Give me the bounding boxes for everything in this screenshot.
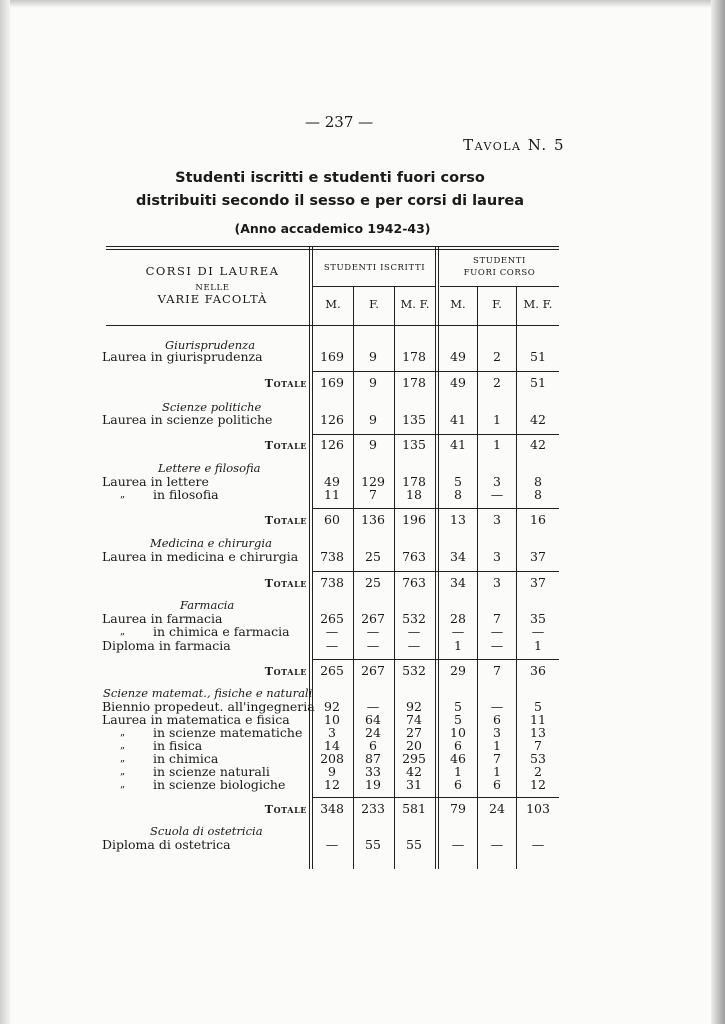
table-cell: 11 <box>530 712 546 727</box>
subheader-rule-fuori <box>440 286 559 287</box>
total-cell: 36 <box>530 663 546 678</box>
table-cell: 20 <box>406 738 422 753</box>
table-cell: 763 <box>402 549 426 564</box>
total-cell: 348 <box>320 801 344 816</box>
table-cell: 7 <box>493 751 501 766</box>
table-cell: 3 <box>493 549 501 564</box>
total-cell: 7 <box>493 663 501 678</box>
section-heading: Medicina e chirurgia <box>150 536 272 550</box>
table-cell: 5 <box>534 699 542 714</box>
table-cell: 18 <box>406 487 422 502</box>
table-cell: 5 <box>454 474 462 489</box>
table-cell: 33 <box>365 764 381 779</box>
table-cell: 1 <box>493 412 501 427</box>
table-cell: 53 <box>530 751 546 766</box>
row-label: Laurea in lettere <box>102 474 209 489</box>
table-cell: 35 <box>530 611 546 626</box>
total-cell: 267 <box>361 663 385 678</box>
table-cell: 6 <box>369 738 377 753</box>
table-cell: 6 <box>493 712 501 727</box>
table-cell: 28 <box>450 611 466 626</box>
table-cell: 9 <box>369 412 377 427</box>
total-cell: 3 <box>493 575 501 590</box>
total-cell: 532 <box>402 663 426 678</box>
table-cell: 1 <box>534 638 542 653</box>
section-heading: Lettere e filosofia <box>158 461 261 475</box>
table-cell: 1 <box>493 738 501 753</box>
table-cell: 7 <box>493 611 501 626</box>
table-cell: 8 <box>534 487 542 502</box>
table-cell: 14 <box>324 738 340 753</box>
total-cell: 738 <box>320 575 344 590</box>
total-rule-5 <box>313 659 559 660</box>
table-cell: — <box>490 487 504 502</box>
row-label: Laurea in scienze politiche <box>102 412 273 427</box>
header-corsi-line2: NELLE <box>195 283 230 293</box>
academic-year: (Anno accademico 1942-43) <box>234 221 431 236</box>
section-heading: Farmacia <box>180 598 235 612</box>
total-cell: 1 <box>493 437 501 452</box>
header-fuori-f: F. <box>492 297 502 311</box>
total-cell: 49 <box>450 375 466 390</box>
total-rule-4 <box>313 571 559 572</box>
table-cell: 87 <box>365 751 381 766</box>
table-cell: 532 <box>402 611 426 626</box>
table-cell: — <box>407 638 421 653</box>
total-cell: 9 <box>369 375 377 390</box>
col-rule-left-a <box>309 247 310 869</box>
table-cell: 42 <box>530 412 546 427</box>
table-cell: 295 <box>402 751 426 766</box>
total-label: Totale <box>264 803 307 816</box>
table-cell: — <box>490 638 504 653</box>
total-cell: 13 <box>450 512 466 527</box>
total-rule-1 <box>313 371 559 372</box>
table-cell: — <box>490 837 504 852</box>
header-corsi-line3: VARIE FACOLTÀ <box>157 292 268 306</box>
page-number: — 237 — <box>305 113 374 131</box>
total-label: Totale <box>264 577 307 590</box>
col-rule-fc-f-mf <box>516 286 517 869</box>
page-right-edge <box>711 0 725 1024</box>
table-cell: 25 <box>365 549 381 564</box>
table-cell: — <box>451 624 465 639</box>
table-cell: 74 <box>406 712 422 727</box>
table-cell: 3 <box>328 725 336 740</box>
table-cell: 10 <box>450 725 466 740</box>
table-cell: 126 <box>320 412 344 427</box>
total-label: Totale <box>264 665 307 678</box>
table-top-rule-2 <box>106 249 559 250</box>
section-heading: Giurisprudenza <box>165 338 256 352</box>
total-cell: 41 <box>450 437 466 452</box>
row-label: in chimica e farmacia <box>153 624 290 639</box>
table-cell: 42 <box>406 764 422 779</box>
table-cell: — <box>325 638 339 653</box>
header-studenti-iscritti: STUDENTI ISCRITTI <box>323 263 426 273</box>
page-title-line2: distribuiti secondo il sesso e per corsi di laurea <box>135 193 524 209</box>
table-cell: — <box>366 624 380 639</box>
total-cell: 42 <box>530 437 546 452</box>
row-label: in scienze naturali <box>153 764 270 779</box>
table-cell: 9 <box>328 764 336 779</box>
col-rule-mid-a <box>435 247 436 869</box>
total-rule-6 <box>313 797 559 798</box>
header-fuori-mf: M. F. <box>523 297 553 311</box>
table-cell: 6 <box>454 738 462 753</box>
row-label: Laurea in matematica e fisica <box>102 712 290 727</box>
table-cell: 3 <box>493 725 501 740</box>
table-cell: 19 <box>365 777 381 792</box>
total-rule-2 <box>313 434 559 435</box>
total-cell: 265 <box>320 663 344 678</box>
table-cell: 49 <box>450 349 466 364</box>
table-cell: 10 <box>324 712 340 727</box>
row-label: Laurea in farmacia <box>102 611 223 626</box>
total-cell: 51 <box>530 375 546 390</box>
table-cell: 31 <box>406 777 422 792</box>
table-cell: 7 <box>369 487 377 502</box>
total-cell: 24 <box>489 801 505 816</box>
total-rule-3 <box>313 508 559 509</box>
table-cell: 178 <box>402 349 426 364</box>
table-cell: — <box>531 624 545 639</box>
total-cell: 37 <box>530 575 546 590</box>
total-cell: 136 <box>361 512 385 527</box>
table-cell: — <box>366 699 380 714</box>
total-cell: 3 <box>493 512 501 527</box>
row-label: Biennio propedeut. all'ingegneria <box>102 699 315 714</box>
table-cell: 46 <box>450 751 466 766</box>
table-top-rule <box>106 246 559 247</box>
total-cell: 9 <box>369 437 377 452</box>
table-cell: 55 <box>365 837 381 852</box>
table-cell: 92 <box>406 699 422 714</box>
total-cell: 135 <box>402 437 426 452</box>
table-cell: 8 <box>454 487 462 502</box>
total-cell: 169 <box>320 375 344 390</box>
row-label: in scienze matematiche <box>153 725 303 740</box>
table-cell: 37 <box>530 549 546 564</box>
table-cell: 55 <box>406 837 422 852</box>
table-cell: — <box>490 624 504 639</box>
table-cell: 738 <box>320 549 344 564</box>
table-cell: 129 <box>361 474 385 489</box>
header-fuori-line1: STUDENTI <box>473 256 526 266</box>
table-cell: 7 <box>534 738 542 753</box>
table-cell: 12 <box>324 777 340 792</box>
row-label: in chimica <box>153 751 219 766</box>
table-cell: 6 <box>493 777 501 792</box>
page-left-edge <box>0 0 10 1024</box>
header-iscritti-f: F. <box>369 297 379 311</box>
total-cell: 196 <box>402 512 426 527</box>
table-cell: — <box>366 638 380 653</box>
table-cell: 92 <box>324 699 340 714</box>
table-cell: 208 <box>320 751 344 766</box>
ditto-mark: „ <box>120 489 126 500</box>
total-label: Totale <box>264 439 307 452</box>
table-cell: — <box>451 837 465 852</box>
header-corsi-line1: CORSI DI LAUREA <box>145 264 280 278</box>
table-cell: — <box>490 699 504 714</box>
total-cell: 2 <box>493 375 501 390</box>
table-cell: 1 <box>493 764 501 779</box>
table-cell: 49 <box>324 474 340 489</box>
table-cell: 2 <box>534 764 542 779</box>
table-cell: 34 <box>450 549 466 564</box>
row-label: Diploma di ostetrica <box>102 837 231 852</box>
ditto-mark: „ <box>120 727 126 738</box>
total-label: Totale <box>264 377 307 390</box>
total-cell: 581 <box>402 801 426 816</box>
total-cell: 103 <box>526 801 550 816</box>
header-bottom-rule <box>106 325 559 326</box>
ditto-mark: „ <box>120 740 126 751</box>
total-cell: 233 <box>361 801 385 816</box>
table-cell: 1 <box>454 764 462 779</box>
row-label: in filosofia <box>153 487 219 502</box>
total-cell: 60 <box>324 512 340 527</box>
table-cell: 1 <box>454 638 462 653</box>
table-cell: 13 <box>530 725 546 740</box>
row-label: Laurea in giurisprudenza <box>102 349 263 364</box>
header-iscritti-m: M. <box>325 297 341 311</box>
table-cell: 24 <box>365 725 381 740</box>
table-cell: — <box>325 624 339 639</box>
table-cell: 3 <box>493 474 501 489</box>
ditto-mark: „ <box>120 626 126 637</box>
total-cell: 79 <box>450 801 466 816</box>
table-cell: 6 <box>454 777 462 792</box>
table-cell: 27 <box>406 725 422 740</box>
table-cell: 12 <box>530 777 546 792</box>
subheader-rule-iscritti <box>313 286 436 287</box>
header-iscritti-mf: M. F. <box>400 297 430 311</box>
ditto-mark: „ <box>120 753 126 764</box>
table-cell: — <box>407 624 421 639</box>
total-cell: 16 <box>530 512 546 527</box>
total-label: Totale <box>264 514 307 527</box>
total-cell: 763 <box>402 575 426 590</box>
section-heading: Scienze politiche <box>162 400 262 414</box>
table-cell: 267 <box>361 611 385 626</box>
table-cell: 41 <box>450 412 466 427</box>
total-cell: 29 <box>450 663 466 678</box>
table-cell: 265 <box>320 611 344 626</box>
page-title-line1: Studenti iscritti e studenti fuori corso <box>175 170 485 186</box>
section-heading: Scienze matemat., fisiche e naturali <box>103 686 313 700</box>
ditto-mark: „ <box>120 766 126 777</box>
total-cell: 25 <box>365 575 381 590</box>
ditto-mark: „ <box>120 779 126 790</box>
header-fuori-m: M. <box>450 297 466 311</box>
table-cell: 8 <box>534 474 542 489</box>
total-cell: 178 <box>402 375 426 390</box>
row-label: in fisica <box>153 738 203 753</box>
page-top-edge <box>0 0 725 8</box>
section-heading: Scuola di ostetricia <box>150 824 263 838</box>
table-cell: 11 <box>324 487 340 502</box>
header-fuori-line2: FUORI CORSO <box>463 268 536 278</box>
table-cell: 64 <box>365 712 381 727</box>
table-cell: 51 <box>530 349 546 364</box>
row-label: Diploma in farmacia <box>102 638 231 653</box>
total-cell: 34 <box>450 575 466 590</box>
table-number: Tavola N. 5 <box>463 136 565 154</box>
row-label: in scienze biologiche <box>153 777 286 792</box>
row-label: Laurea in medicina e chirurgia <box>102 549 299 564</box>
table-cell: 169 <box>320 349 344 364</box>
table-cell: — <box>325 837 339 852</box>
table-cell: 135 <box>402 412 426 427</box>
table-cell: 2 <box>493 349 501 364</box>
table-cell: 178 <box>402 474 426 489</box>
table-cell: 9 <box>369 349 377 364</box>
table-cell: 5 <box>454 712 462 727</box>
total-cell: 126 <box>320 437 344 452</box>
table-cell: 5 <box>454 699 462 714</box>
table-cell: — <box>531 837 545 852</box>
